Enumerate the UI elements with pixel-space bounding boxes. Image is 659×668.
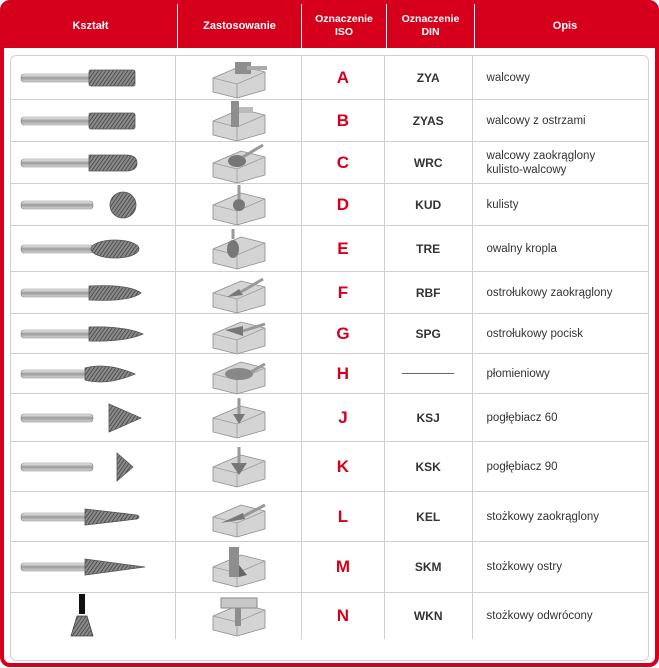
description-line1: owalny kropla (486, 242, 557, 255)
header-iso (302, 4, 387, 48)
inner-radius-icon (176, 226, 302, 271)
table-row (11, 354, 648, 394)
description-line1: kulisty (486, 198, 519, 211)
header-iso-line1: Oznaczenie (315, 13, 373, 25)
din-code: WRC (385, 142, 473, 183)
description (473, 492, 648, 541)
table-body (10, 55, 649, 661)
cone-radius-burr-icon (11, 492, 176, 541)
oval-burr-icon (11, 226, 176, 271)
description (473, 442, 648, 491)
description (473, 394, 648, 441)
tapered-groove-icon (176, 492, 302, 541)
din-code: KEL (385, 492, 473, 541)
din-code (385, 354, 473, 393)
table-row (11, 56, 648, 100)
din-code: SKM (385, 542, 473, 592)
inverted-cone-burr-icon (11, 593, 176, 639)
description-line1: stożkowy ostry (486, 561, 562, 573)
table-row (11, 492, 648, 542)
table-row (11, 442, 648, 492)
header-din-line2: DIN (421, 26, 440, 38)
iso-code: L (302, 492, 385, 541)
iso-code: D (302, 184, 385, 225)
description-line1: ostrołukowy pocisk (486, 327, 584, 340)
description (473, 272, 648, 313)
flat-surface-machining-icon (176, 56, 302, 99)
iso-code: J (302, 394, 385, 441)
description-line1: walcowy zaokrąglony (486, 149, 596, 162)
din-code: KUD (385, 184, 473, 225)
corner-machining-icon (176, 100, 302, 141)
cone-pointed-burr-icon (11, 542, 176, 592)
header-shape (4, 4, 178, 48)
table-row (11, 184, 648, 226)
iso-code: C (302, 142, 385, 183)
description-line1: pogłębiacz 60 (486, 411, 558, 424)
chamfer-hole-icon (176, 442, 302, 491)
iso-code: E (302, 226, 385, 271)
description-line1: stożkowy odwrócony (486, 610, 593, 622)
empty-din-dash (402, 373, 454, 374)
countersink-60-burr-icon (11, 394, 176, 441)
din-code: WKN (385, 593, 473, 639)
description-line1: pogłębiacz 90 (486, 460, 558, 473)
angled-groove-icon (176, 272, 302, 313)
curved-surface-icon (176, 354, 302, 393)
description-line1: płomieniowy (486, 367, 550, 380)
table-row (11, 100, 648, 142)
description (473, 184, 648, 225)
table-row (11, 226, 648, 272)
iso-code: A (302, 56, 385, 99)
countersink-hole-icon (176, 394, 302, 441)
description (473, 226, 648, 271)
description (473, 142, 648, 183)
header-application (178, 4, 302, 48)
iso-code: B (302, 100, 385, 141)
table-row (11, 142, 648, 184)
header-description-label: Opis (552, 19, 578, 32)
description-line1: walcowy z ostrzami (486, 114, 586, 127)
radius-groove-icon (176, 142, 302, 183)
header-iso-line2: ISO (334, 26, 354, 38)
din-code: SPG (385, 314, 473, 353)
din-code: KSJ (385, 394, 473, 441)
description (473, 100, 648, 141)
cylinder-burr-icon (11, 56, 176, 99)
header-din (387, 4, 475, 48)
tree-radius-burr-icon (11, 272, 176, 313)
description (473, 542, 648, 592)
table-row (11, 542, 648, 593)
angled-corner-icon (176, 542, 302, 592)
din-code: ZYAS (385, 100, 473, 141)
dovetail-icon (176, 593, 302, 639)
din-code: ZYA (385, 56, 473, 99)
din-code: KSK (385, 442, 473, 491)
iso-code: G (302, 314, 385, 353)
table-row (11, 394, 648, 442)
countersink-90-burr-icon (11, 442, 176, 491)
header-application-label: Zastosowanie (203, 19, 276, 32)
table-header (4, 4, 655, 48)
cylinder-radius-burr-icon (11, 142, 176, 183)
din-code: TRE (385, 226, 473, 271)
table-row (11, 272, 648, 314)
ball-burr-icon (11, 184, 176, 225)
table-row (11, 314, 648, 354)
description-line1: ostrołukowy zaokrąglony (486, 286, 613, 299)
description-line2: kulisto-walcowy (486, 163, 567, 176)
iso-code: N (302, 593, 385, 639)
header-din-line1: Oznaczenie (401, 13, 460, 25)
description (473, 56, 648, 99)
description-line1: walcowy (486, 71, 530, 84)
pointed-groove-icon (176, 314, 302, 353)
description (473, 593, 648, 639)
tree-pointed-burr-icon (11, 314, 176, 353)
header-shape-label: Kształt (72, 19, 109, 32)
iso-code: K (302, 442, 385, 491)
table-row (11, 593, 648, 639)
flame-burr-icon (11, 354, 176, 393)
iso-code: F (302, 272, 385, 313)
iso-code: H (302, 354, 385, 393)
iso-code: M (302, 542, 385, 592)
header-description (475, 4, 655, 48)
description (473, 314, 648, 353)
description (473, 354, 648, 393)
cylinder-end-cut-burr-icon (11, 100, 176, 141)
description-line1: stożkowy zaokrąglony (486, 510, 600, 523)
ball-cavity-icon (176, 184, 302, 225)
din-code: RBF (385, 272, 473, 313)
